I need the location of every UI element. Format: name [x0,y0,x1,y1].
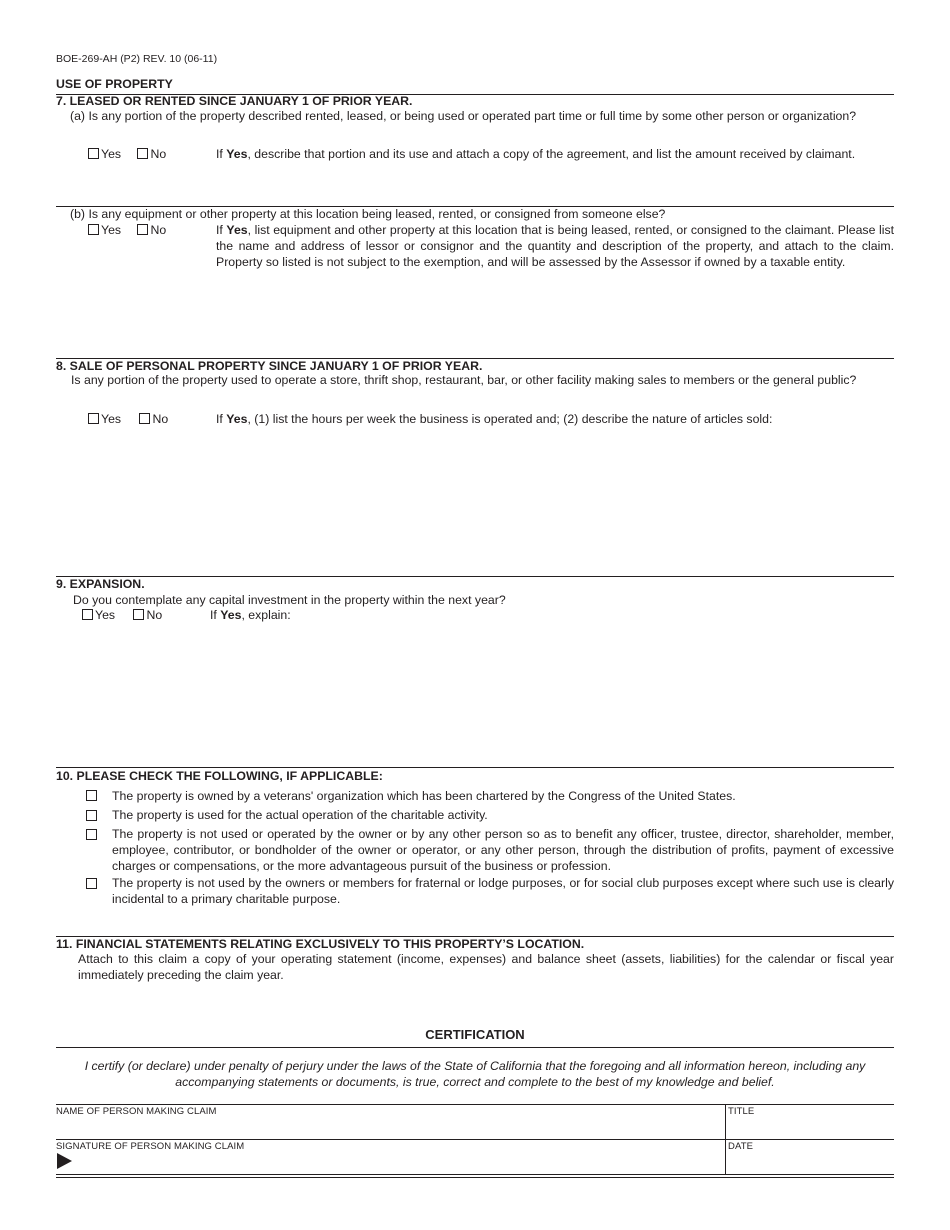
section-7a-yes-no [88,147,166,163]
section-8-answer-area[interactable] [216,432,894,570]
signature-arrow-icon [57,1153,73,1169]
section-11-title: 11. FINANCIAL STATEMENTS RELATING EXCLUSIVELY TO THIS PROPERTY’S LOCATION. [56,937,585,951]
certification-statement: I certify (or declare) under penalty of perjury under the laws of the State of California that the foregoing and all information hereon, including any accompanying statements or documents, is true, correct and complete to the best of my knowledge and belief. [84,1059,866,1089]
section-10-title: 10. PLEASE CHECK THE FOLLOWING, IF APPLICABLE: [56,769,383,783]
section-9-title: 9. EXPANSION. [56,577,145,591]
section-10-item-charitable-operation: The property is used for the actual operation of the charitable activity. [112,808,488,822]
section-8-title: 8. SALE OF PERSONAL PROPERTY SINCE JANUARY 1 OF PRIOR YEAR. [56,359,483,373]
section-7a-no-checkbox[interactable]: No [137,147,166,163]
checkbox-box[interactable] [88,148,99,159]
checkbox-box[interactable] [139,413,150,424]
date-field[interactable] [728,1153,892,1171]
section-11-text: Attach to this claim a copy of your operating statement (income, expenses) and balance sheet (assets, liabilities) for the calendar or fiscal year immediately preceding the claim year. [78,952,894,982]
divider [56,1104,894,1105]
section-10-checkbox-veterans[interactable] [86,790,97,801]
section-7b-yes-no [88,223,166,239]
checkbox-box[interactable] [133,609,144,620]
certification-title: CERTIFICATION [425,1027,525,1042]
section-10-item-veterans: The property is owned by a veterans' organization which has been chartered by the Congress of the United States. [112,789,736,803]
form-id: BOE-269-AH (P2) REV. 10 (06-11) [56,53,218,65]
title-label: TITLE [728,1106,755,1117]
section-header: USE OF PROPERTY [56,77,173,91]
checkbox-box[interactable] [137,224,148,235]
section-8-yes-no [88,412,168,428]
section-10-item-no-benefit: The property is not used or operated by the owner or by any other person so as to benefit any officer, trustee, director, shareholder, member, employee, contributor, or bondholder of the owner or operator, or any other person, through the distribution of profits, payment of excessive charges or compensations, or the more advantageous pursuit of the business or profession. [112,827,894,873]
name-label: NAME OF PERSON MAKING CLAIM [56,1106,217,1117]
section-7b-no-checkbox[interactable]: No [137,223,166,239]
section-10-checkbox-not-fraternal[interactable] [86,878,97,889]
checkbox-box[interactable] [88,224,99,235]
divider [56,1139,894,1140]
section-7a-instructions: If Yes, describe that portion and its use and attach a copy of the agreement, and list the amount received by claimant. [216,147,856,161]
checkbox-box[interactable] [137,148,148,159]
section-10-checkbox-no-benefit[interactable] [86,829,97,840]
section-7b-instructions: If Yes, list equipment and other property at this location that is being leased, rented, or consigned to the claimant. Please list the name and address of lessor or consignor and the quantity and description of the property, and attach to the claim. Property so listed is not subject to the exemption, and will be assessed by the Assessor if owned by a taxable entity. [216,223,895,269]
section-9-yes-checkbox[interactable]: Yes [82,608,115,624]
section-7b-question: (b) Is any equipment or other property at this location being leased, rented, or consigned from someone else? [70,207,666,221]
checkbox-box[interactable] [82,609,93,620]
bottom-double-rule [56,1174,894,1178]
section-7-title: 7. LEASED OR RENTED SINCE JANUARY 1 OF PRIOR YEAR. [56,94,413,108]
section-8-question: Is any portion of the property used to operate a store, thrift shop, restaurant, bar, or other facility making sales to members or the general public? [71,373,857,387]
section-10-item-not-fraternal: The property is not used by the owners or members for fraternal or lodge purposes, or for social club purposes except where such use is clearly incidental to a primary charitable purpose. [112,876,894,906]
section-7a-answer-area[interactable] [216,182,894,204]
section-8-no-checkbox[interactable]: No [139,412,168,428]
name-field[interactable] [56,1118,722,1138]
divider [56,1047,894,1048]
section-10-checkbox-charitable-operation[interactable] [86,810,97,821]
signature-label: SIGNATURE OF PERSON MAKING CLAIM [56,1141,245,1152]
section-9-question: Do you contemplate any capital investment in the property within the next year? [73,593,506,607]
section-9-instructions: If Yes, explain: [210,608,291,622]
section-9-yes-no [82,608,162,624]
section-7b-yes-checkbox[interactable]: Yes [88,223,121,239]
signature-field[interactable] [78,1153,722,1171]
checkbox-box[interactable] [88,413,99,424]
section-9-answer-area[interactable] [210,628,894,760]
divider [56,576,894,577]
section-8-instructions: If Yes, (1) list the hours per week the business is operated and; (2) describe the nature of articles sold: [216,412,773,426]
section-7b-answer-area[interactable] [216,290,894,354]
section-9-no-checkbox[interactable]: No [133,608,162,624]
divider [56,767,894,768]
title-field[interactable] [728,1118,892,1138]
section-7a-question: (a) Is any portion of the property described rented, leased, or being used or operated part time or full time by some other person or organization? [70,109,857,123]
date-label: DATE [728,1141,754,1152]
section-7a-yes-checkbox[interactable]: Yes [88,147,121,163]
section-8-yes-checkbox[interactable]: Yes [88,412,121,428]
